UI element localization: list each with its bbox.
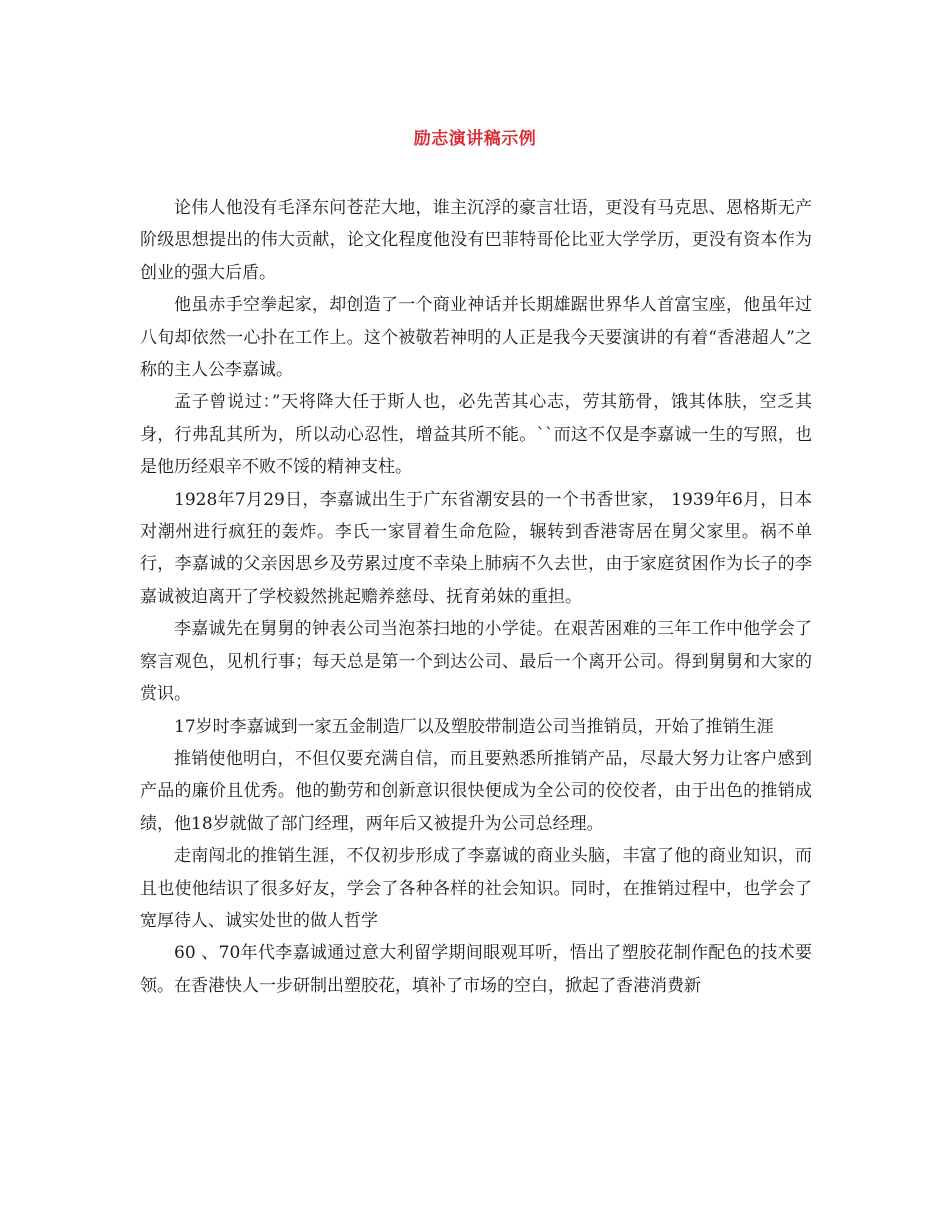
paragraph-4: 1928年7月29日，李嘉诚出生于广东省潮安县的一个书香世家， 1939年6月，日本对潮州进行疯狂的轰炸。李氏一家冒着生命危险，辗转到香港寄居在舅父家里。祸不单行，李嘉诚的父亲因思乡及劳累过度不幸染上肺病不久去世，由于家庭贫困作为长子的李嘉诚被迫离开了学校毅然挑起赡养慈母、抚育弟妹的重担。: [140, 489, 812, 607]
document-body: [140, 192, 812, 1002]
document-title: 励志演讲稿示例: [413, 129, 537, 149]
paragraph-3: 孟子曾说过：”天将降大任于斯人也，必先苦其心志，劳其筋骨，饿其体肤，空乏其身，行弗乱其所为，所以动心忍性，增益其所不能。``而这不仅是李嘉诚一生的写照，也是他历经艰辛不败不馁的精神支柱。: [140, 392, 812, 478]
paragraph-1: 论伟人他没有毛泽东问苍茫大地，谁主沉浮的豪言壮语，更没有马克思、恩格斯无产阶级思想提出的伟大贡献，论文化程度他没有巴菲特哥伦比亚大学学历，更没有资本作为创业的强大后盾。: [140, 198, 812, 283]
paragraph-9: 60 、70年代李嘉诚通过意大利留学期间眼观耳听，悟出了塑胶花制作配色的技术要领。在香港快人一步研制出塑胶花，填补了市场的空白，掀起了香港消费新: [140, 943, 812, 996]
paragraph-7: 推销使他明白，不但仅要充满自信，而且要熟悉所推销产品，尽最大努力让客户感到产品的廉价且优秀。他的勤劳和创新意识很快便成为全公司的佼佼者，由于出色的推销成绩，他18岁就做了部门经理，两年后又被提升为公司总经理。: [140, 748, 812, 834]
paragraph-2: 他虽赤手空拳起家，却创造了一个商业神话并长期雄踞世界华人首富宝座，他虽年过八旬却依然一心扑在工作上。这个被敬若神明的人正是我今天要演讲的有着“香港超人”之称的主人公李嘉诚。: [140, 295, 812, 381]
paragraph-6: 17岁时李嘉诚到一家五金制造厂以及塑胶带制造公司当推销员，开始了推销生涯: [174, 716, 774, 737]
paragraph-8: 走南闯北的推销生涯，不仅初步形成了李嘉诚的商业头脑，丰富了他的商业知识，而且也使他结识了很多好友，学会了各种各样的社会知识。同时，在推销过程中，也学会了宽厚待人、诚实处世的做人哲学: [140, 846, 812, 931]
paragraph-5: 李嘉诚先在舅舅的钟表公司当泡茶扫地的小学徒。在艰苦困难的三年工作中他学会了察言观色，见机行事；每天总是第一个到达公司、最后一个离开公司。得到舅舅和大家的赏识。: [140, 619, 812, 705]
